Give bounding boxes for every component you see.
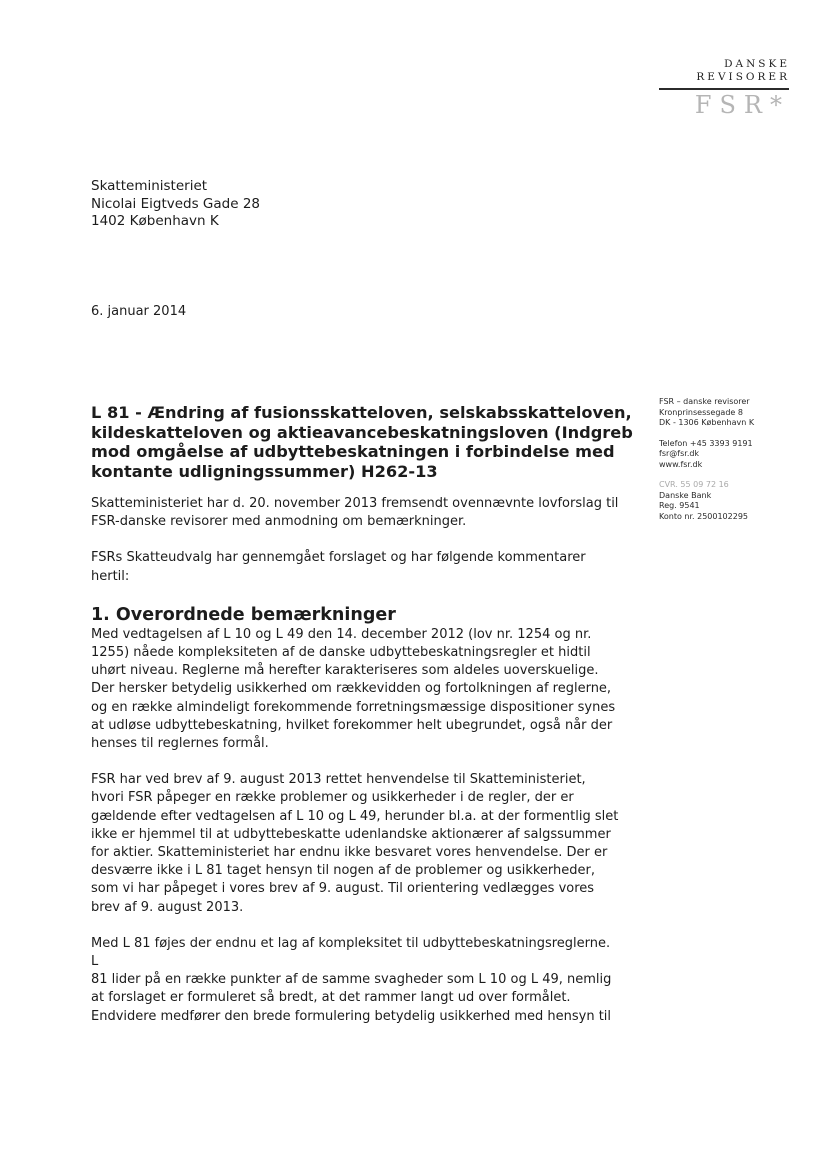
sender-city: DK - 1306 København K [659, 418, 755, 427]
sender-web: www.fsr.dk [659, 459, 703, 469]
recipient-address [91, 178, 260, 231]
sender-name: FSR – danske revisorer [659, 397, 750, 406]
sender-phone: Telefon +45 3393 9191 [659, 438, 753, 448]
recipient-street: Nicolai Eigtveds Gade 28 [91, 195, 261, 212]
logo-line-revisorer: REVISORER [696, 71, 790, 83]
intro-paragraph-2: FSRs Skatteudvalg har gennemgået forslaget og har følgende kommentarer hertil: [91, 550, 586, 584]
sender-bank: Danske Bank [659, 490, 712, 500]
logo-fsr-mark: FSR* [694, 91, 790, 119]
intro-paragraph-1: Skatteministeriet har d. 20. november 2013 fremsendt ovennævnte lovforslag til FSR-danske revisorer med anmodning om bemærkninger. [91, 496, 619, 530]
section-1-heading: 1. Overordnede bemærkninger [91, 604, 396, 625]
sender-cvr: CVR. 55 09 72 16 [659, 480, 729, 489]
letter-date: 6. januar 2014 [91, 304, 187, 319]
logo-rule [659, 88, 789, 90]
fsr-logo [600, 54, 790, 124]
sender-account: Konto nr. 2500102295 [659, 511, 748, 521]
body-paragraph-2: FSR har ved brev af 9. august 2013 rettet henvendelse til Skatteministeriet, hvori FSR påpeger en række problemer og usikkerheder i de regler, der er gældende efter vedtagelsen af L 10 og L 49, herunder bl.a. at der formentlig slet ikke er hjemmel til at udbyttebeskatte udenlandske aktionærer af salgssummer for aktier. Skatteministeriet har endnu ikke besvaret vores henvendelse. Der er desværre ikke i L 81 taget hensyn til nogen af de problemer og usikkerheder, som vi har påpeget i vores brev af 9. august. Til orientering vedlægges vores brev af 9. august 2013. [91, 772, 619, 915]
recipient-city: 1402 København K [91, 213, 219, 229]
sender-email: fsr@fsr.dk [659, 449, 700, 458]
document-title: L 81 - Ændring af fusionsskatteloven, selskabsskatteloven, kildeskatteloven og aktieavancebeskatningsloven (Indgreb mod omgåelse af udbyttebeskatningen i forbindelse med kontante udligningssummer) H262-13 [91, 403, 633, 481]
sender-street: Kronprinsessegade 8 [659, 407, 743, 417]
letter-body [91, 495, 621, 1044]
body-paragraph-1: Med vedtagelsen af L 10 og L 49 den 14. december 2012 (lov nr. 1254 og nr. 1255) nåede kompleksiteten af de danske udbyttebeskatningsregler et hidtil uhørt niveau. Reglerne må herefter karakteriseres som aldeles uoverskuelige. Der hersker betydelig usikkerhed om rækkevidden og fortolkningen af reglerne, og en række almindeligt forekommende forretningsmæssige dispositioner synes at udløse udbyttebeskatning, hvilket forekommer helt ubegrundet, også når der henses til reglernes formål. [91, 626, 616, 752]
sender-reg: Reg. 9541 [659, 501, 700, 510]
logo-line-danske: DANSKE [724, 58, 790, 70]
body-paragraph-3: Med L 81 føjes der endnu et lag af kompleksitet til udbyttebeskatningsreglerne. L 81 lider på en række punkter af de samme svagheder som L 10 og L 49, nemlig at forslaget er formuleret så bredt, at det rammer langt ud over formålet. Endvidere medfører den brede formulering betydelig usikkerhed med hensyn til [91, 935, 612, 1024]
sender-info [659, 397, 809, 522]
recipient-name: Skatteministeriet [91, 178, 208, 194]
